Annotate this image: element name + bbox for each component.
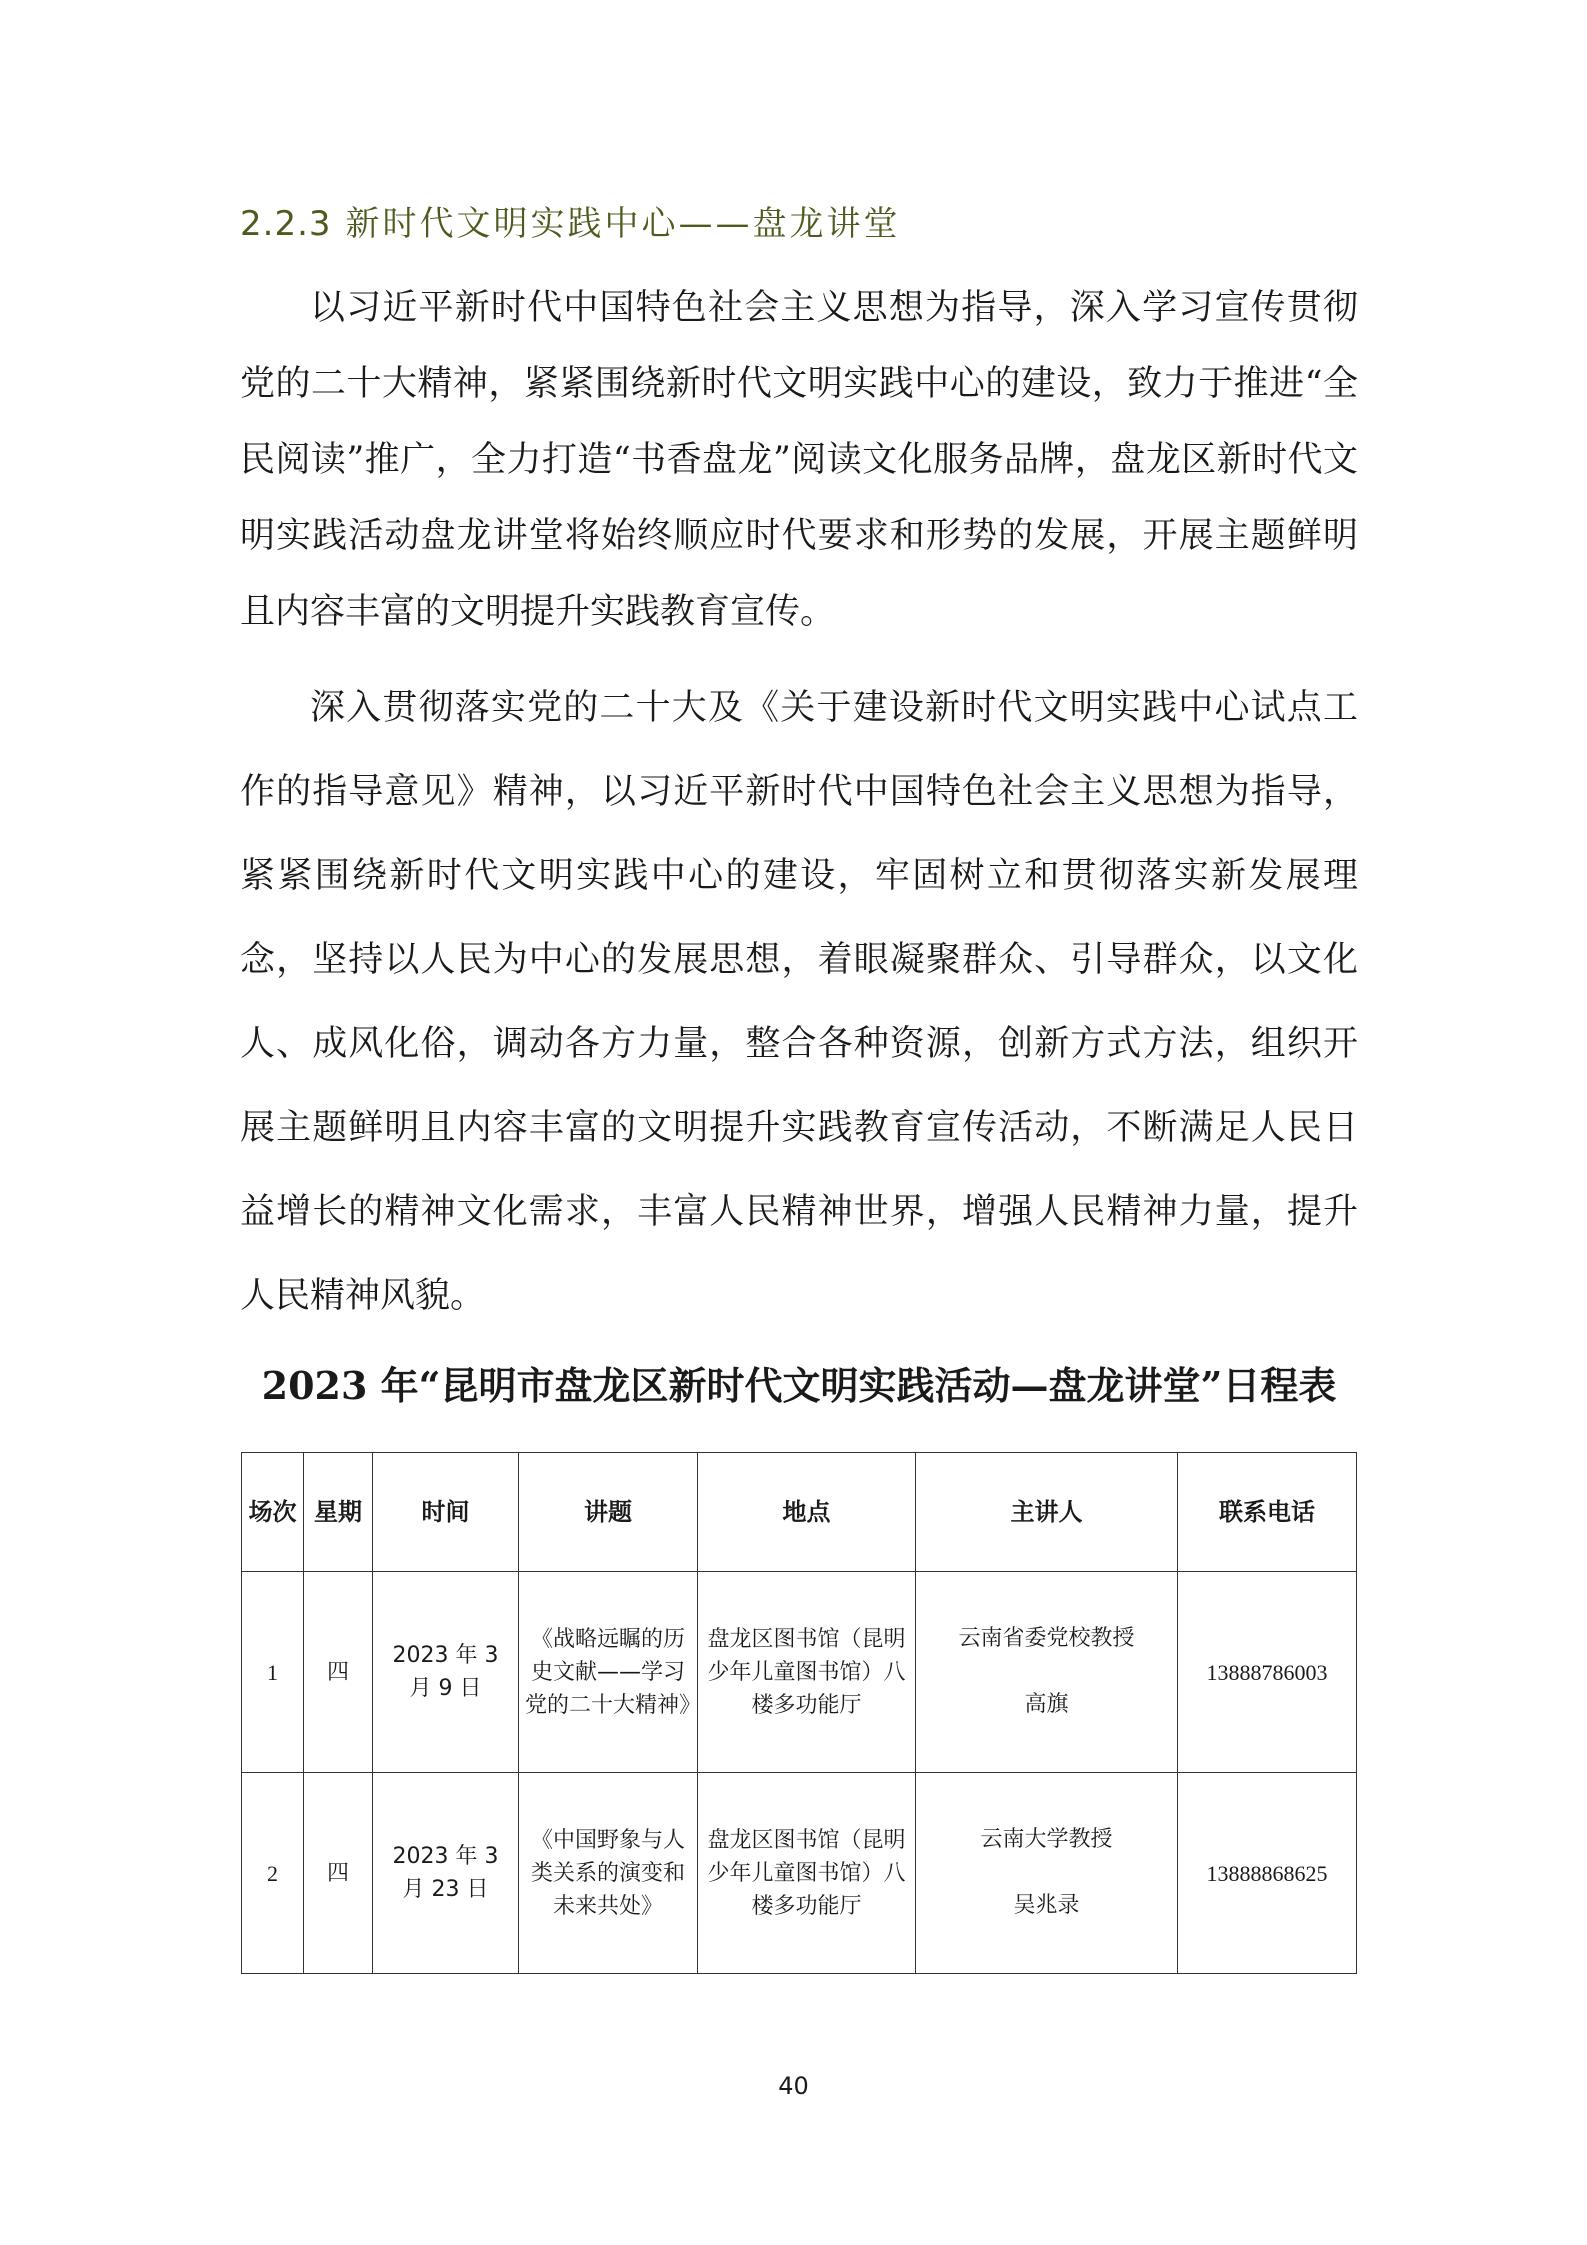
paragraph-2: 深入贯彻落实党的二十大及《关于建设新时代文明实践中心试点工作的指导意见》精神，以习近平新时代中国特色社会主义思想为指导，紧紧围绕新时代文明实践中心的建设，牢固树立和贯彻落实新发展理念，坚持以人民为中心的发展思想，着眼凝聚群众、引导群众，以文化人、成风化俗，调动各方力量，整合各种资源，创新方式方法，组织开展主题鲜明且内容丰富的文明提升实践教育宣传活动，不断满足人民日益增长的精神文化需求，丰富人民精神世界，增强人民精神力量，提升人民精神风貌。 — [240, 688, 1358, 1316]
header-time: 时间 — [373, 1453, 519, 1572]
header-phone: 联系电话 — [1178, 1453, 1357, 1572]
cell-speaker — [916, 1572, 1178, 1773]
header-session: 场次 — [242, 1453, 304, 1572]
table-header-row — [242, 1453, 1357, 1572]
table-title: 2023 年“昆明市盘龙区新时代文明实践活动—盘龙讲堂”日程表 — [261, 1363, 1337, 1408]
cell-speaker — [916, 1773, 1178, 1974]
speaker-name: 高旗 — [1024, 1692, 1069, 1717]
cell-session: 2 — [242, 1773, 304, 1974]
cell-topic: 《中国野象与人类关系的演变和未来共处》 — [519, 1773, 698, 1974]
table-row — [242, 1572, 1357, 1773]
cell-venue: 盘龙区图书馆（昆明少年儿童图书馆）八楼多功能厅 — [698, 1773, 916, 1974]
section-title: 新时代文明实践中心——盘龙讲堂 — [345, 204, 901, 244]
cell-weekday: 四 — [304, 1572, 373, 1773]
cell-topic: 《战略远瞩的历史文献——学习党的二十大精神》 — [519, 1572, 698, 1773]
cell-phone: 13888786003 — [1178, 1572, 1357, 1773]
cell-time: 2023 年 3 月 9 日 — [373, 1572, 519, 1773]
table-row — [242, 1773, 1357, 1974]
header-speaker: 主讲人 — [916, 1453, 1178, 1572]
page-number: 40 — [778, 2072, 809, 2100]
speaker-org: 云南省委党校教授 — [958, 1626, 1135, 1651]
header-venue: 地点 — [698, 1453, 916, 1572]
header-weekday: 星期 — [304, 1453, 373, 1572]
paragraph-1: 以习近平新时代中国特色社会主义思想为指导，深入学习宣传贯彻党的二十大精神，紧紧围绕新时代文明实践中心的建设，致力于推进“全民阅读”推广，全力打造“书香盘龙”阅读文化服务品牌，盘龙区新时代文明实践活动盘龙讲堂将始终顺应时代要求和形势的发展，开展主题鲜明且内容丰富的文明提升实践教育宣传。 — [240, 288, 1358, 632]
cell-session: 1 — [242, 1572, 304, 1773]
cell-phone: 13888868625 — [1178, 1773, 1357, 1974]
cell-weekday: 四 — [304, 1773, 373, 1974]
speaker-name: 吴兆录 — [1013, 1893, 1080, 1918]
section-number: 2.2.3 — [240, 204, 332, 244]
speaker-org: 云南大学教授 — [980, 1827, 1113, 1852]
schedule-table — [241, 1452, 1357, 1974]
header-topic: 讲题 — [519, 1453, 698, 1572]
cell-time: 2023 年 3 月 23 日 — [373, 1773, 519, 1974]
section-heading — [240, 196, 901, 245]
cell-venue: 盘龙区图书馆（昆明少年儿童图书馆）八楼多功能厅 — [698, 1572, 916, 1773]
